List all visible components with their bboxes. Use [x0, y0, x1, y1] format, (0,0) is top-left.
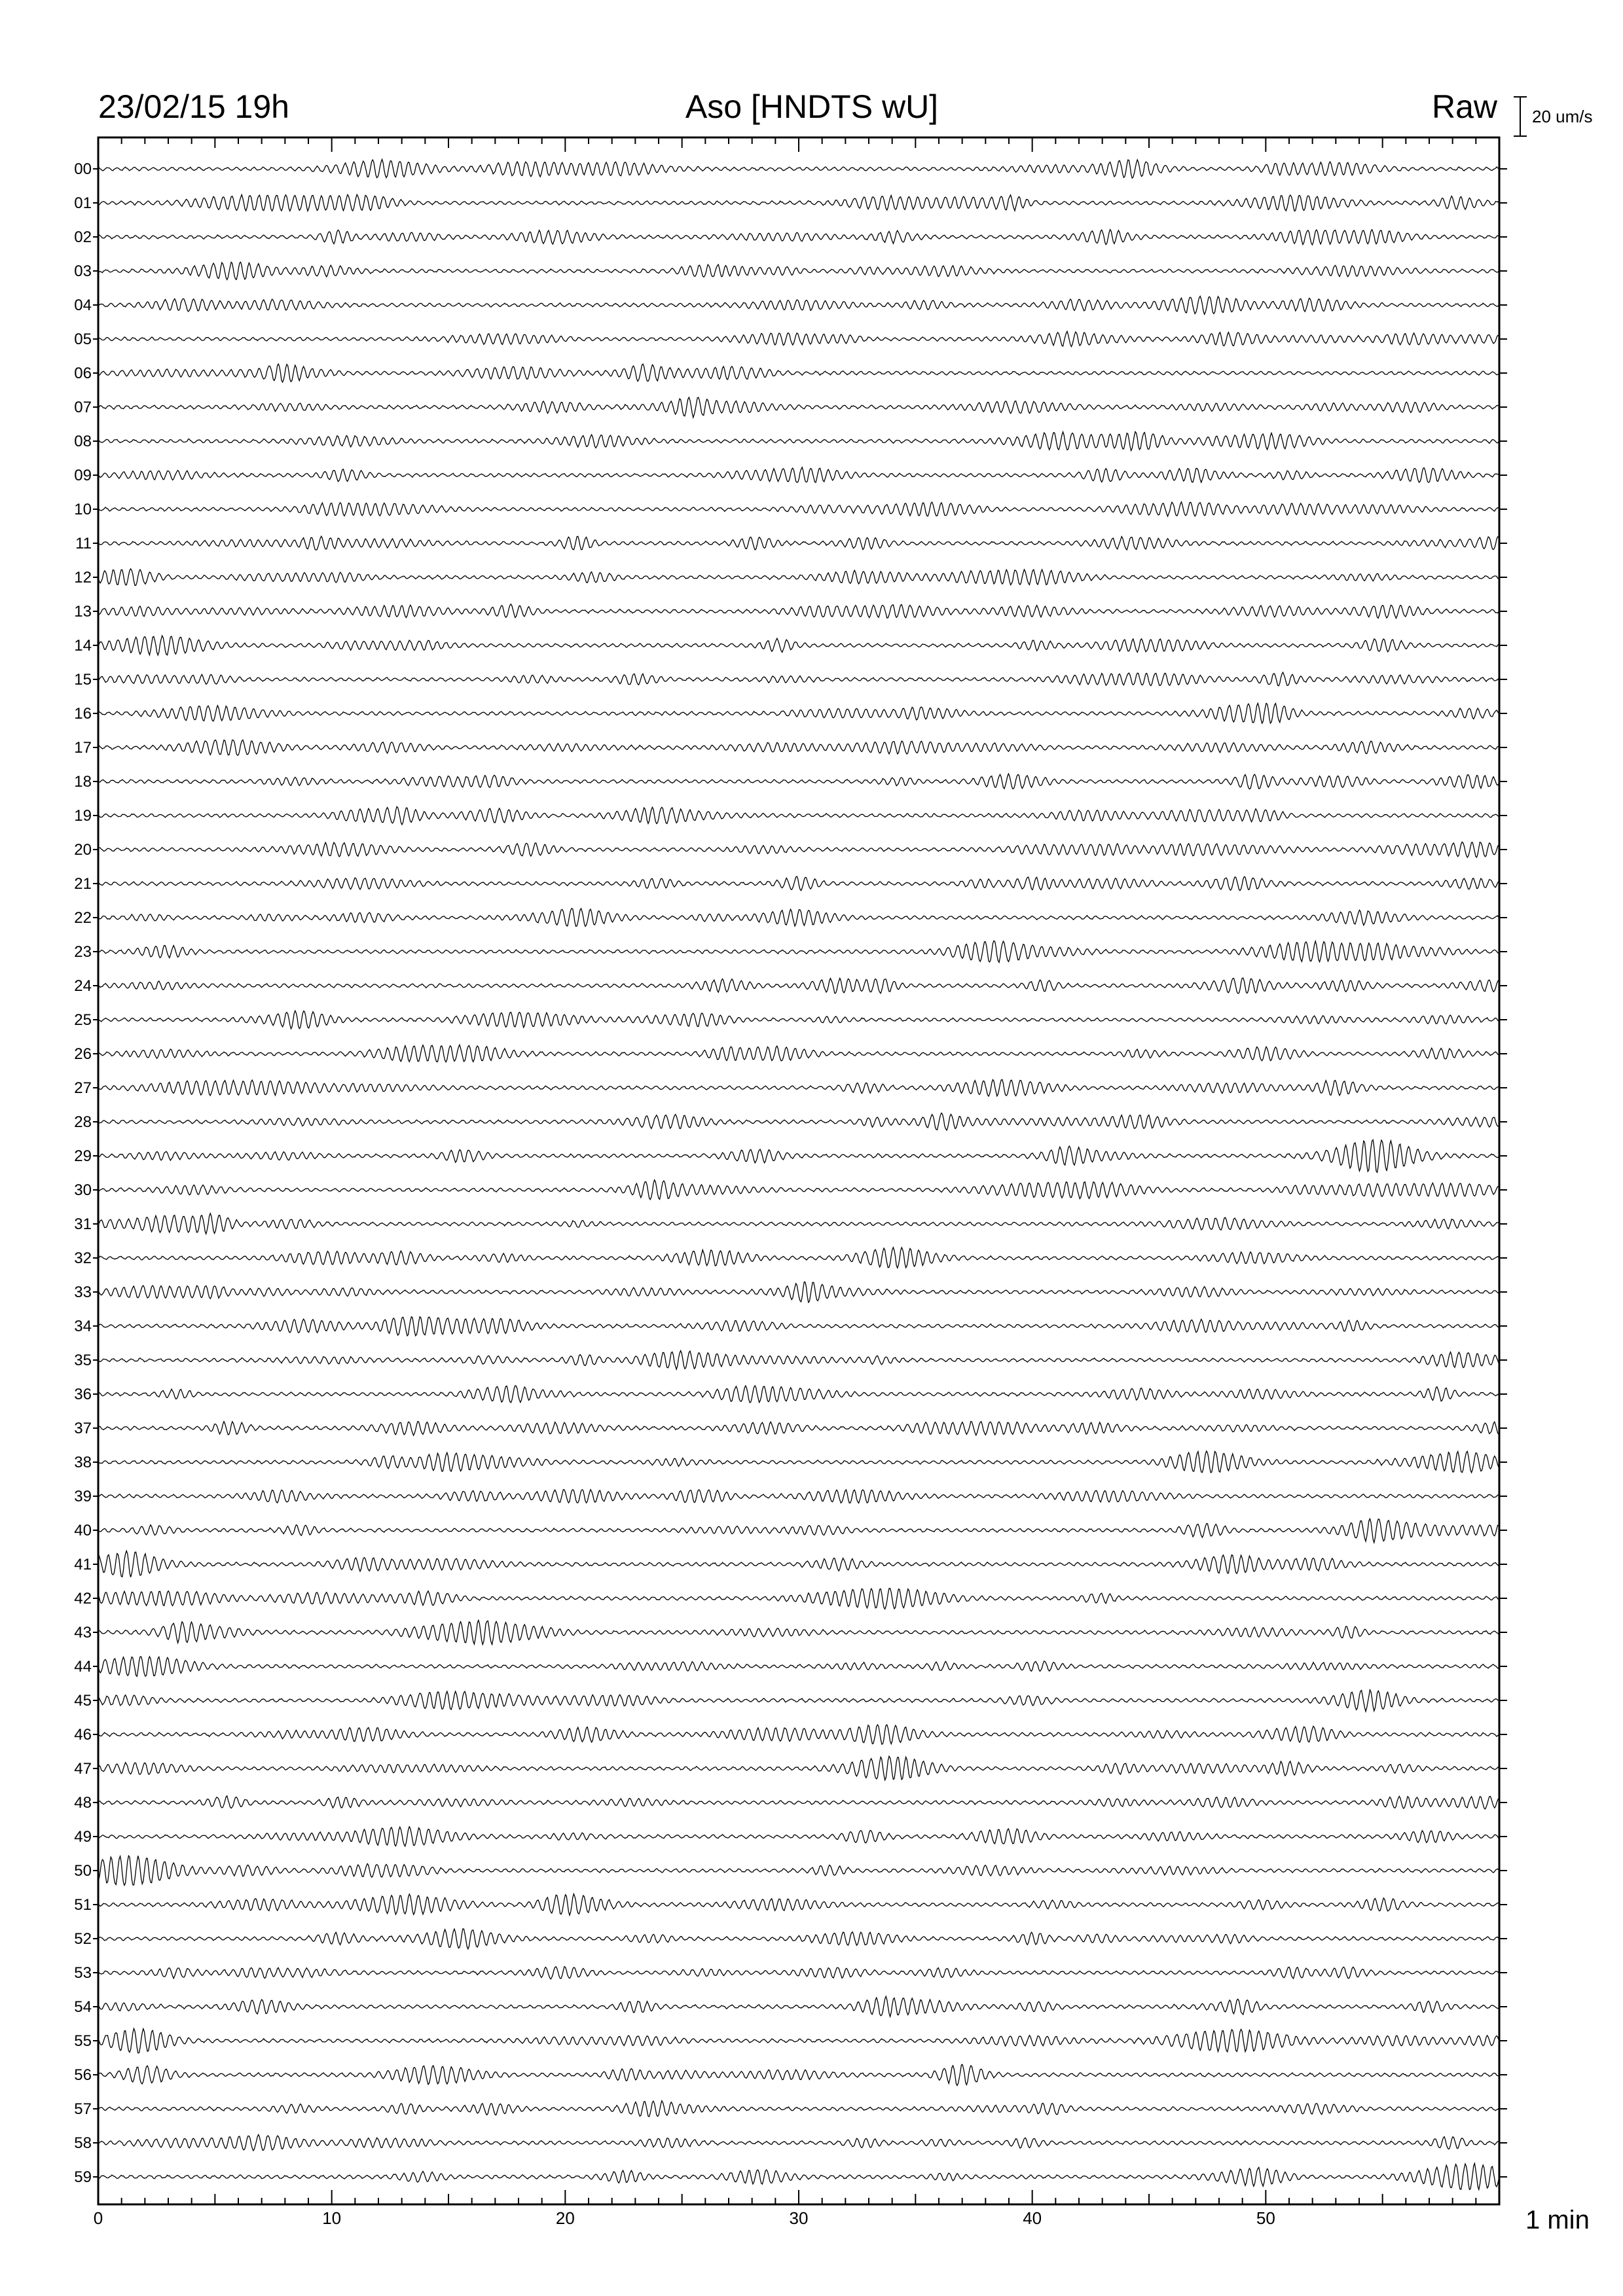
trace-row — [74, 1079, 1507, 1097]
seismic-trace — [98, 1796, 1499, 1809]
row-label: 18 — [74, 773, 92, 791]
row-label: 40 — [74, 1522, 92, 1539]
seismic-trace — [98, 740, 1499, 755]
trace-row — [74, 1756, 1507, 1780]
row-label: 20 — [74, 841, 92, 859]
row-label: 10 — [74, 501, 92, 518]
seismic-trace — [98, 1386, 1499, 1403]
row-label: 53 — [74, 1964, 92, 1982]
row-label: 52 — [74, 1930, 92, 1948]
amplitude-scale-label: 20 um/s — [1532, 107, 1593, 126]
seismic-trace — [98, 1551, 1499, 1577]
seismic-trace — [98, 704, 1499, 724]
seismic-trace — [98, 1213, 1499, 1234]
seismic-trace — [98, 160, 1499, 179]
trace-row — [74, 1011, 1507, 1029]
seismic-trace — [98, 1351, 1499, 1369]
trace-row — [74, 1488, 1507, 1505]
row-label: 01 — [74, 194, 92, 212]
seismic-trace — [98, 1247, 1499, 1268]
trace-row — [74, 1929, 1507, 1949]
seismic-trace — [98, 941, 1499, 962]
trace-row — [74, 1386, 1507, 1403]
seismic-trace — [98, 807, 1499, 825]
trace-row — [74, 1351, 1507, 1369]
seismic-trace — [98, 1894, 1499, 1916]
row-label: 57 — [74, 2100, 92, 2118]
x-axis-unit: 1 min — [1525, 2206, 1590, 2234]
row-label: 03 — [74, 262, 92, 280]
row-label: 50 — [74, 1862, 92, 1880]
seismic-trace — [98, 1140, 1499, 1173]
row-label: 11 — [75, 535, 92, 552]
seismic-trace — [98, 1079, 1499, 1096]
seismic-trace — [98, 1827, 1499, 1846]
row-label: 08 — [74, 433, 92, 450]
seismic-trace — [98, 978, 1499, 994]
seismic-trace — [98, 432, 1499, 451]
seismic-trace — [98, 2101, 1499, 2117]
trace-row — [74, 1140, 1507, 1173]
trace-row — [74, 1317, 1507, 1336]
seismic-trace — [98, 1657, 1499, 1676]
trace-row — [74, 1420, 1507, 1437]
trace-row — [75, 535, 1507, 552]
row-label: 00 — [74, 160, 92, 178]
row-label: 41 — [74, 1556, 92, 1573]
x-tick-label: 10 — [322, 2208, 342, 2228]
x-tick-label: 40 — [1023, 2208, 1042, 2228]
seismic-trace — [98, 1490, 1499, 1503]
row-label: 55 — [74, 2032, 92, 2050]
trace-row — [74, 1690, 1507, 1712]
trace-row — [74, 262, 1507, 280]
trace-row — [74, 1247, 1507, 1268]
row-label: 49 — [74, 1828, 92, 1846]
row-label: 04 — [74, 296, 92, 314]
seismic-trace — [98, 1113, 1499, 1130]
seismic-trace — [98, 842, 1499, 857]
chart-title: Aso [HNDTS wU] — [685, 88, 939, 125]
trace-row — [74, 1180, 1507, 1200]
trace-row — [74, 2100, 1507, 2118]
seismic-trace — [98, 604, 1499, 619]
row-label: 39 — [74, 1488, 92, 1505]
row-label: 15 — [74, 671, 92, 689]
row-label: 25 — [74, 1011, 92, 1029]
trace-row — [74, 1588, 1507, 1609]
seismic-trace — [98, 467, 1499, 482]
trace-row — [74, 739, 1507, 757]
seismic-trace — [98, 331, 1499, 346]
trace-row — [74, 1856, 1507, 1885]
row-label: 35 — [74, 1352, 92, 1369]
bottom-tick-marks — [98, 2190, 1499, 2204]
trace-row — [74, 2028, 1507, 2053]
row-label: 38 — [74, 1454, 92, 1471]
trace-row — [74, 1213, 1507, 1234]
row-label: 28 — [74, 1113, 92, 1131]
x-tick-labels — [94, 2208, 1275, 2228]
trace-row — [74, 296, 1507, 315]
seismic-trace — [98, 364, 1499, 382]
x-tick-label: 50 — [1256, 2208, 1275, 2228]
row-label: 59 — [74, 2168, 92, 2186]
seismic-trace — [98, 230, 1499, 245]
row-label: 23 — [74, 943, 92, 961]
seismic-trace — [98, 397, 1499, 418]
row-label: 12 — [74, 569, 92, 586]
seismic-trace — [98, 908, 1499, 927]
seismic-trace — [98, 2064, 1499, 2085]
row-label: 07 — [74, 399, 92, 416]
row-label: 24 — [74, 977, 92, 995]
row-label: 19 — [74, 807, 92, 825]
row-label: 32 — [74, 1249, 92, 1267]
trace-row — [74, 228, 1507, 246]
trace-row — [74, 1794, 1507, 1812]
row-label: 37 — [74, 1420, 92, 1437]
trace-row — [74, 160, 1507, 179]
x-tick-label: 20 — [555, 2208, 575, 2228]
x-tick-label: 30 — [789, 2208, 809, 2228]
row-label: 17 — [74, 739, 92, 757]
trace-row — [74, 1996, 1507, 2017]
trace-row — [74, 603, 1507, 620]
trace-row — [74, 1725, 1507, 1744]
row-label: 21 — [74, 875, 92, 893]
seismic-trace — [98, 296, 1499, 315]
row-label: 05 — [74, 331, 92, 348]
row-label: 42 — [74, 1590, 92, 1607]
seismic-trace — [98, 1011, 1499, 1029]
trace-row — [74, 841, 1507, 859]
trace-row — [74, 773, 1507, 791]
seismic-trace — [98, 1967, 1499, 1979]
row-label: 14 — [74, 637, 92, 655]
seismic-trace — [98, 1725, 1499, 1744]
trace-row — [74, 1657, 1507, 1676]
x-tick-label: 0 — [93, 2208, 103, 2228]
trace-row — [74, 2134, 1507, 2152]
row-label: 29 — [74, 1147, 92, 1165]
trace-row — [74, 2064, 1507, 2085]
row-label: 13 — [74, 603, 92, 620]
trace-row — [74, 432, 1507, 451]
row-label: 58 — [74, 2134, 92, 2152]
row-label: 34 — [74, 1318, 92, 1335]
row-label: 36 — [74, 1386, 92, 1403]
seismic-trace — [98, 774, 1499, 789]
seismic-trace — [98, 876, 1499, 891]
trace-row — [74, 977, 1507, 995]
row-label: 54 — [74, 1998, 92, 2016]
seismic-trace — [98, 1856, 1499, 1885]
row-label: 30 — [74, 1181, 92, 1199]
amplitude-scale-bar — [1514, 97, 1527, 136]
seismic-trace — [98, 536, 1499, 550]
seismic-trace — [98, 1588, 1499, 1609]
row-label: 51 — [74, 1896, 92, 1914]
row-label: 26 — [74, 1045, 92, 1063]
trace-row — [74, 671, 1507, 689]
trace-row — [74, 397, 1507, 418]
row-label: 16 — [74, 705, 92, 723]
seismic-trace — [98, 569, 1499, 586]
trace-row — [74, 1827, 1507, 1846]
row-label: 44 — [74, 1658, 92, 1676]
trace-row — [74, 1894, 1507, 1916]
trace-row — [74, 941, 1507, 962]
seismic-trace — [98, 262, 1499, 279]
trace-row — [74, 569, 1507, 586]
seismic-trace — [98, 2134, 1499, 2151]
trace-row — [74, 331, 1507, 348]
seismic-trace — [98, 1929, 1499, 1949]
row-label: 47 — [74, 1760, 92, 1778]
seismic-trace — [98, 2028, 1499, 2053]
seismic-trace — [98, 194, 1499, 211]
row-label: 09 — [74, 467, 92, 484]
seismic-trace — [98, 1996, 1499, 2017]
trace-row — [74, 636, 1507, 655]
seismic-trace — [98, 1451, 1499, 1473]
row-label: 22 — [74, 909, 92, 927]
trace-row — [74, 501, 1507, 518]
trace-row — [74, 364, 1507, 382]
mode-label: Raw — [1431, 88, 1497, 125]
trace-row — [74, 807, 1507, 825]
trace-row — [74, 194, 1507, 212]
record-date: 23/02/15 19h — [98, 88, 289, 125]
trace-row — [74, 1282, 1507, 1302]
seismic-trace — [98, 1690, 1499, 1712]
seismic-trace — [98, 1422, 1499, 1435]
trace-row — [74, 704, 1507, 724]
trace-group — [74, 160, 1507, 2190]
seismic-trace — [98, 1756, 1499, 1780]
row-label: 27 — [74, 1079, 92, 1097]
top-tick-marks — [98, 137, 1499, 152]
trace-row — [74, 1551, 1507, 1577]
trace-row — [74, 875, 1507, 893]
row-label: 31 — [74, 1215, 92, 1233]
row-label: 33 — [74, 1283, 92, 1301]
seismic-trace — [98, 1519, 1499, 1543]
seismic-trace — [98, 1317, 1499, 1336]
seismic-trace — [98, 502, 1499, 516]
trace-row — [74, 467, 1507, 484]
trace-row — [74, 1964, 1507, 1982]
row-label: 45 — [74, 1692, 92, 1710]
plot-frame — [98, 137, 1499, 2204]
row-label: 02 — [74, 228, 92, 246]
trace-row — [74, 2163, 1507, 2189]
row-label: 43 — [74, 1624, 92, 1641]
seismic-trace — [98, 1621, 1499, 1645]
row-label: 06 — [74, 365, 92, 382]
trace-row — [74, 908, 1507, 927]
seismic-trace — [98, 1180, 1499, 1200]
seismic-trace — [98, 2163, 1499, 2189]
row-label: 48 — [74, 1794, 92, 1812]
seismic-trace — [98, 672, 1499, 686]
trace-row — [74, 1045, 1507, 1063]
row-label: 46 — [74, 1726, 92, 1744]
seismic-trace — [98, 636, 1499, 655]
trace-row — [74, 1113, 1507, 1132]
seismic-trace — [98, 1282, 1499, 1302]
seismic-trace — [98, 1045, 1499, 1062]
trace-row — [74, 1621, 1507, 1645]
trace-row — [74, 1451, 1507, 1473]
row-label: 56 — [74, 2066, 92, 2084]
trace-row — [74, 1519, 1507, 1543]
